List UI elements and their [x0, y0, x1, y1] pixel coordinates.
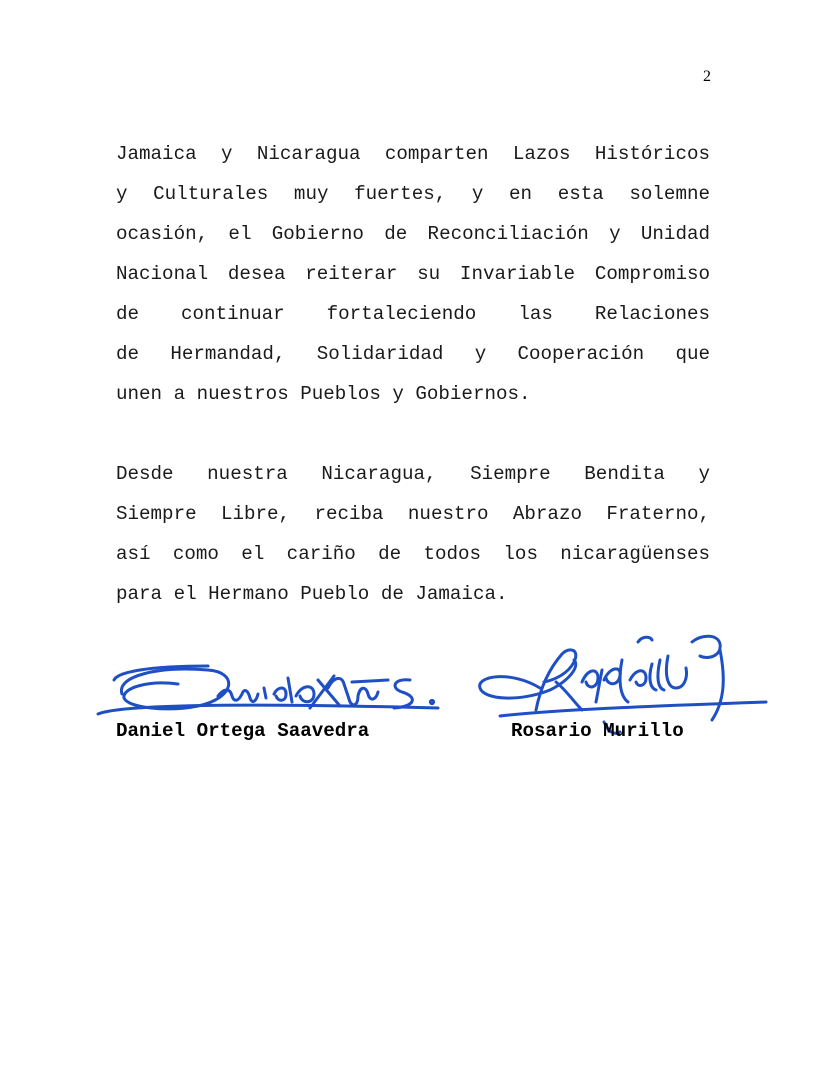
paragraph-line: así como el cariño de todos los nicaragüenses: [116, 543, 710, 565]
paragraph-line: Siempre Libre, reciba nuestro Abrazo Fraterno,: [116, 503, 710, 525]
signature-daniel-ortega: [88, 636, 448, 726]
paragraph-line: de Hermandad, Solidaridad y Cooperación que: [116, 343, 710, 365]
paragraph-line: ocasión, el Gobierno de Reconciliación y Unidad: [116, 223, 710, 245]
paragraph-line: unen a nuestros Pueblos y Gobiernos.: [116, 383, 531, 405]
paragraph-line: y Culturales muy fuertes, y en esta solemne: [116, 183, 710, 205]
paragraph-line: para el Hermano Pueblo de Jamaica.: [116, 583, 508, 605]
paragraph-line: de continuar fortaleciendo las Relaciones: [116, 303, 710, 325]
signer-name-left: Daniel Ortega Saavedra: [116, 720, 370, 742]
page-number: 2: [703, 68, 711, 85]
paragraph-line: Desde nuestra Nicaragua, Siempre Bendita y: [116, 463, 710, 485]
paragraph-line: Jamaica y Nicaragua comparten Lazos Históricos: [116, 143, 710, 165]
signer-name-right: Rosario Murillo: [511, 720, 684, 742]
paragraph-2: [116, 454, 710, 614]
paragraph-line: Nacional desea reiterar su Invariable Compromiso: [116, 263, 710, 285]
signature-block: [0, 620, 825, 760]
paragraph-1: [116, 134, 710, 414]
